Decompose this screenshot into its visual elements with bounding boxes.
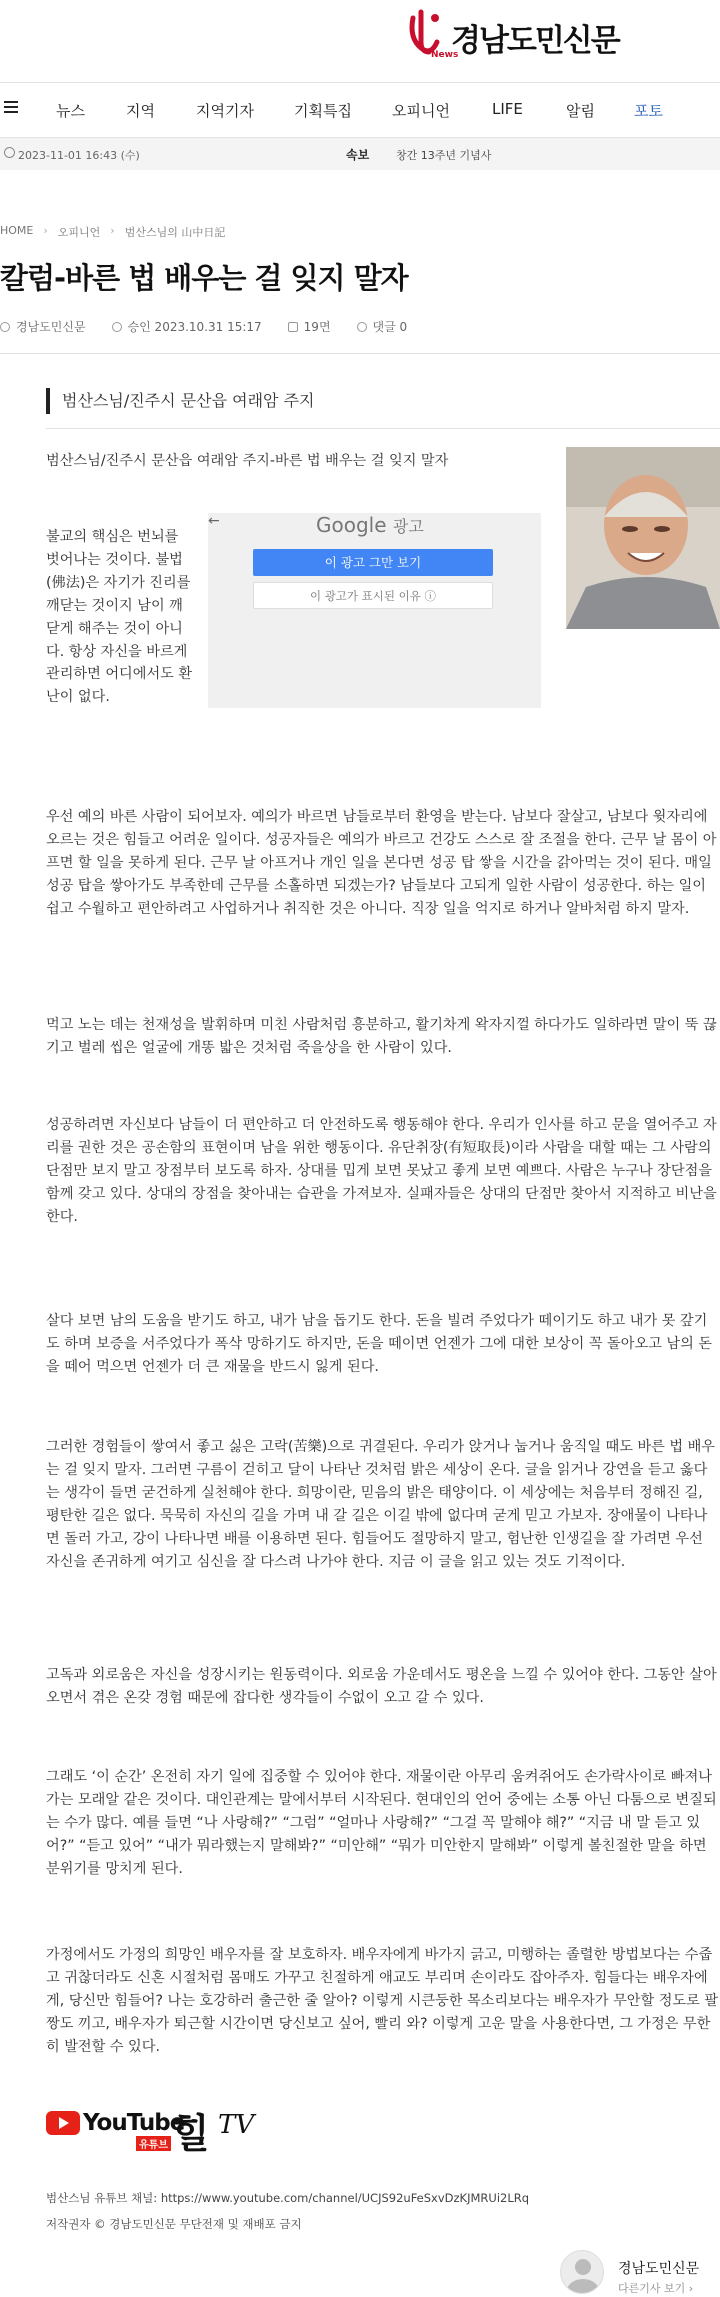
menu-icon[interactable]: [4, 101, 18, 113]
youtube-play-icon: [46, 2111, 80, 2135]
article-paragraph: 살다 보면 남의 도움을 받기도 하고, 내가 남을 돕기도 한다. 돈을 빌려 주었다가 떼이기도 하고 내가 못 갚기도 하며 보증을 서주었다가 폭삭 망하기도 하지만, 돈을 떼이면 언젠가 그에 대한 보상이 꼭 돌아오고 남의 돈을 떼어 먹으면 언젠가 더 큰 재물을 반드시 잃게 된다.: [46, 1313, 712, 1375]
article-author: 경남도민신문: [16, 320, 86, 334]
breadcrumb-separator-icon: ›: [43, 224, 48, 237]
site-logo[interactable]: [405, 8, 619, 66]
avatar: [560, 2250, 604, 2294]
channel-brand: 힐: [171, 2110, 210, 2157]
nav-item-notice[interactable]: 알림: [566, 102, 595, 120]
nav-item-photo[interactable]: 포토: [634, 102, 663, 120]
logo-mark-icon: [405, 8, 459, 66]
copyright: 저작권자 © 경남도민신문 무단전재 및 재배포 금지: [46, 2217, 302, 2231]
youtube-word: YouTube: [83, 2110, 185, 2136]
divider: [46, 428, 720, 429]
channel-link[interactable]: 범산스님 유튜브 채널: https://www.youtube.com/channel/UCJS92uFeSxvDzKJMRUi2LRq: [46, 2191, 530, 2205]
main-nav: [0, 82, 720, 138]
nav-item-region[interactable]: 지역: [126, 102, 155, 120]
breadcrumb: [0, 224, 225, 240]
breadcrumb-home[interactable]: HOME: [0, 224, 34, 237]
ad-brand: [316, 513, 424, 537]
article-page: 19면: [303, 320, 331, 334]
divider: [0, 353, 720, 354]
youtube-banner[interactable]: [46, 2110, 255, 2157]
article-paragraph: 성공하려면 자신보다 남들이 더 편안하고 더 안전하도록 행동해야 한다. 우리가 인사를 하고 문을 열어주고 자리를 권한 것은 공손함의 표현이며 남을 위한 행동이다. 유단취장(有短取長)이라 사람을 대할 때는 그 사람의 단점만 보지 말고 장점부터 보도록 하자. 상대를 밉게 보면 못났고 좋게 보면 예쁘다. 사람은 누구나 장단점을 함께 갖고 있다. 상대의 장점을 찾아내는 습관을 가져보자. 실패자들은 상대의 단점만 찾아서 지적하고 비난을 한다.: [46, 1117, 717, 1225]
nav-item-life[interactable]: LIFE: [492, 100, 523, 118]
logo-text: 경남도민신문: [451, 22, 619, 59]
clock-icon: [4, 147, 15, 158]
nav-item-region-reporter[interactable]: 지역기자: [196, 102, 254, 120]
breadcrumb-opinion[interactable]: 오피니언: [57, 226, 101, 239]
article-lead: 범산스님/진주시 문산읍 여래암 주지-바른 법 배우는 걸 잊지 말자: [46, 453, 449, 469]
breaking-headline[interactable]: 창간 13주년 기념사: [396, 149, 492, 162]
ad-panel: [208, 513, 541, 708]
ad-brand-suffix: 광고: [392, 517, 424, 536]
article-paragraph: 고독과 외로움은 자신을 성장시키는 원동력이다. 외로움 가운데서도 평온을 느낄 수 있어야 한다. 그동안 살아오면서 겪은 온갖 경험 때문에 잡다한 생각들이 수없이 오고 갈 수 있다.: [46, 1667, 717, 1706]
article-paragraph: 우선 예의 바른 사람이 되어보자. 예의가 바르면 남들로부터 환영을 받는다. 남보다 잘살고, 남보다 윗자리에 오르는 것은 힘들고 어려운 일이다. 성공자들은 예의가 바르고 건강도 스스로 잘 조절을 한다. 근무 날 몸이 아프면 할 일을 못하게 된다. 근무 날 아프거나 개인 일을 본다면 성공 탑 쌓을 시간을 갉아먹는 것이 된다. 매일 성공 탑을 쌓아가도 부족한데 근무를 소홀하면 되겠는가? 남들보다 고되게 일한 사람이 성공한다. 하는 일이 쉽고 수월하고 편안하려고 사업하거나 취직한 것은 아니다. 직장 일을 억지로 하거나 알바처럼 하지 말자.: [46, 809, 717, 917]
author-photo: [566, 447, 720, 629]
article-intro: 불교의 핵심은 번뇌를 벗어나는 것이다. 불법(佛法)은 자기가 진리를 깨닫는 것이지 남이 깨닫게 해주는 것이 아니다. 항상 자신을 바르게 관리하면 어디에서도 환난이 없다.: [46, 529, 193, 706]
ticker-bar: [0, 138, 720, 170]
logo-bar: [0, 0, 720, 82]
stop-ad-button[interactable]: 이 광고 그만 보기: [253, 549, 493, 576]
back-arrow-icon[interactable]: ←: [208, 513, 220, 529]
article-comments[interactable]: 댓글 0: [372, 320, 408, 334]
article-title: 칼럼-바른 법 배우는 걸 잊지 말자: [0, 261, 408, 295]
author-box: [560, 2250, 720, 2297]
article-meta: [0, 318, 433, 335]
article-paragraph: 그러한 경험들이 쌓여서 좋고 싫은 고락(苦樂)으로 귀결된다. 우리가 앉거나 눕거나 움직일 때도 바른 법 배우는 걸 잊지 말자. 그러면 구름이 걷히고 달이 나타난 것처럼 밝은 세상이 온다. 글을 읽거나 강연을 듣고 옳다는 생각이 들면 굳건하게 실천해야 한다. 희망이란, 믿음의 밝은 태양이다. 이 세상에는 처음부터 정해진 길, 평탄한 길은 없다. 묵묵히 자신의 길을 가며 내 갈 길은 이길 밖에 없다며 굳게 믿고 가보자. 장애물이 나타나면 돌러 가고, 강이 나타나면 배를 이용하면 된다. 힘들어도 절망하지 말고, 험난한 인생길을 잘 가려면 우선 자신을 존귀하게 여기고 심신을 잘 다스려 나가야 한다. 지금 이 글을 읽고 있는 것도 기적이다.: [46, 1439, 716, 1570]
article-paragraph: 가정에서도 가정의 희망인 배우자를 잘 보호하자. 배우자에게 바가지 긁고, 미행하는 졸렬한 방법보다는 수줍고 귀찮더라도 신혼 시절처럼 몸매도 가꾸고 친절하게 애교도 부리며 손이라도 잡아주자. 힘들다는 배우자에게, 당신만 힘들어? 나는 호강하러 출근한 줄 알아? 이렇게 시큰둥한 목소리보다는 배우자가 무안할 정도로 팔짱도 끼고, 배우자가 퇴근할 시간이면 당신보고 싶어, 빨리 와? 이렇게 고운 말을 사용한다면, 그 가정은 무한히 발전할 수 있다.: [46, 1947, 719, 2055]
user-icon: [0, 322, 10, 332]
nav-item-special[interactable]: 기획특집: [294, 102, 352, 120]
breadcrumb-section[interactable]: 범산스님의 山中日記: [124, 226, 226, 239]
article-paragraph: 그래도 ‘이 순간’ 온전히 자기 일에 집중할 수 있어야 한다. 재물이란 아무리 움켜쥐어도 손가락사이로 빠져나가는 모래알 같은 것이다. 대인관계는 말에서부터 시작된다. 현대인의 언어 중에는 소통 아닌 다툼으로 변질되는 수가 많다. 예를 들면 “나 사랑해?” “그럼” “얼마나 사랑해?” “그걸 꼭 말해야 해?” “지금 내 말 듣고 있어?” “듣고 있어” “내가 뭐라했는지 말해봐?” “미안해” “뭐가 미안한지 말해봐” 이렇게 볼친절한 말을 하면 분위기를 망치게 된다.: [46, 1769, 717, 1877]
more-articles-link[interactable]: 다른기사 보기 ›: [618, 2282, 694, 2295]
breaking-label: 속보: [346, 148, 370, 162]
logo-sub: News: [431, 50, 459, 60]
clock-icon: [112, 322, 122, 332]
comment-icon: [357, 322, 367, 332]
nav-item-news[interactable]: 뉴스: [56, 102, 85, 120]
article-subtitle: 범산스님/진주시 문산읍 여래암 주지: [46, 388, 315, 414]
ad-brand-name: Google: [316, 513, 387, 537]
author-name: 경남도민신문: [618, 2261, 700, 2277]
youtube-tag: 유튜브: [136, 2136, 171, 2151]
why-ad-button[interactable]: 이 광고가 표시된 이유 ⓘ: [253, 582, 493, 609]
channel-tv: TV: [218, 2110, 255, 2140]
article-paragraph: 먹고 노는 데는 천재성을 발휘하며 미친 사람처럼 흥분하고, 활기차게 왁자지껄 하다가도 일하라면 말이 뚝 끊기고 벌레 씹은 얼굴에 개똥 밟은 것처럼 죽을상을 한 사람이 있다.: [46, 1017, 717, 1056]
page-icon: [288, 322, 298, 332]
nav-item-opinion[interactable]: 오피니언: [392, 102, 450, 120]
article-approved: 승인 2023.10.31 15:17: [127, 320, 262, 334]
breadcrumb-separator-icon: ›: [110, 224, 115, 237]
current-date: 2023-11-01 16:43 (수): [18, 149, 140, 162]
